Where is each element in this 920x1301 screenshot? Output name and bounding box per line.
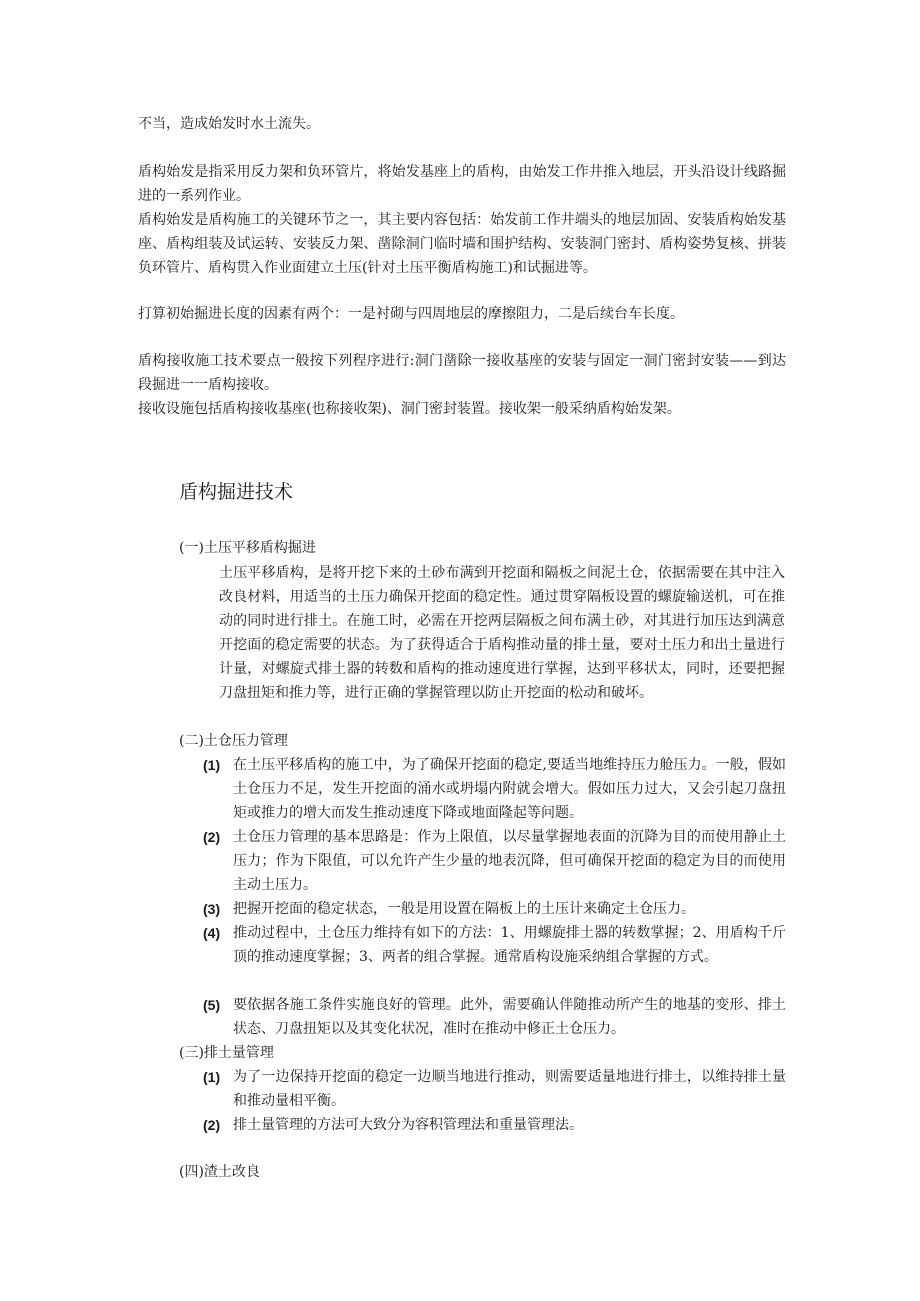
section-1-title: (一)土压平移盾构掘进 (179, 540, 316, 556)
section-3-title: (三)排土量管理 (179, 1045, 274, 1061)
item-text: 把握开挖面的稳定状态，一般是用设置在隔板上的土压计来确定土仓压力。 (233, 901, 695, 917)
intro-paragraph-1: 不当，造成始发时水土流失。 (138, 116, 320, 132)
intro-paragraph-3: 盾构始发是盾构施工的关键环节之一，其主要内容包括：始发前工作井端头的地层加固、安装盾构始发基座、盾构组装及试运转、安装反力架、凿除洞门临时墙和围护结构、安装洞门密封、盾构姿势复核、拼装负环管片、盾构贯入作业面建立土压(针对土压平衡盾构施工)和试掘进等。 (138, 212, 786, 276)
item-text: 要依据各施工条件实施良好的管理。此外，需要确认伴随推动所产生的地基的变形、排土状态、刀盘扭矩以及其变化状况，准时在推动中修正土仓压力。 (233, 997, 786, 1037)
item-number: (3) (203, 901, 221, 917)
section-1-body: 土压平移盾构，是将开挖下来的土砂布满到开挖面和隔板之间泥土仓，依据需要在其中注入改良材料，用适当的土压力确保开挖面的稳定性。通过贯穿隔板设置的螺旋输送机，可在推动的同时进行排土。在施工时，必需在开挖两层隔板之间布满土砂，对其进行加压达到满意开挖面的稳定需要的状态。为了获得适合于盾构推动量的排土量，要对土压力和出土量进行计量，对螺旋式排土器的转数和盾构的推动速度进行掌握，达到平移状太，同时，还要把握刀盘扭矩和推力等，进行正确的掌握管理以防止开挖面的松动和破坏。 (219, 565, 785, 701)
item-text: 在土压平移盾构的施工中，为了确保开挖面的稳定,要适当地维持压力舱压力。一般，假如土仓压力不足，发生开挖面的涌水或坍塌内附就会增大。假如压力过大，又会引起刀盘扭矩或推力的增大而发生推动速度下降或地面隆起等问题。 (233, 757, 786, 821)
intro-paragraph-5: 盾构接收施工技术要点一般按下列程序进行:洞门凿除一接收基座的安装与固定一洞门密封安装——到达段掘进一一盾构接收。 (138, 353, 786, 393)
section-3-item-1 (203, 1065, 786, 1113)
intro-paragraph-4: 打算初始掘进长度的因素有两个：一是衬砌与四周地层的摩擦阻力，二是后续台车长度。 (138, 306, 684, 322)
section-2-item-4 (203, 921, 786, 969)
item-number: (2) (203, 829, 221, 845)
section-4-title: (四)渣土改良 (179, 1164, 260, 1180)
section-2-title: (二)土仓压力管理 (179, 733, 288, 749)
item-number: (2) (203, 1117, 221, 1133)
section-3-item-2 (203, 1113, 786, 1137)
section-2-item-2 (203, 825, 786, 897)
intro-paragraph-6: 接收设施包括盾构接收基座(也称接收架)、洞门密封装置。接收架一般采纳盾构始发架。 (138, 401, 681, 417)
section-2-item-5 (203, 993, 786, 1041)
item-number: (1) (203, 1069, 221, 1085)
item-number: (4) (203, 925, 221, 941)
item-text: 推动过程中，土仓压力维持有如下的方法：1、用螺旋排土器的转数掌握；2、用盾构千斤顶的推动速度掌握；3、两者的组合掌握。通常盾构设施采纳组合掌握的方式。 (233, 925, 786, 965)
section-heading: 盾构掘进技术 (179, 481, 294, 503)
section-2-item-1 (203, 753, 786, 825)
intro-paragraph-2: 盾构始发是指采用反力架和负环管片，将始发基座上的盾构，由始发工作井推入地层，开头沿设计线路掘进的一系列作业。 (138, 164, 786, 204)
item-number: (1) (203, 757, 221, 773)
item-text: 排土量管理的方法可大致分为容积管理法和重量管理法。 (233, 1117, 583, 1133)
item-number: (5) (203, 997, 221, 1013)
item-text: 为了一边保持开挖面的稳定一边顺当地进行推动，则需要适量地进行排土，以维持排土量和推动量相平衡。 (233, 1069, 786, 1109)
section-2-item-3 (203, 897, 786, 921)
item-text: 土仓压力管理的基本思路是：作为上限值，以尽量掌握地表面的沉降为目的而使用静止土压力；作为下限值，可以允许产生少量的地表沉降，但可确保开挖面的稳定为目的而使用主动土压力。 (233, 829, 786, 893)
